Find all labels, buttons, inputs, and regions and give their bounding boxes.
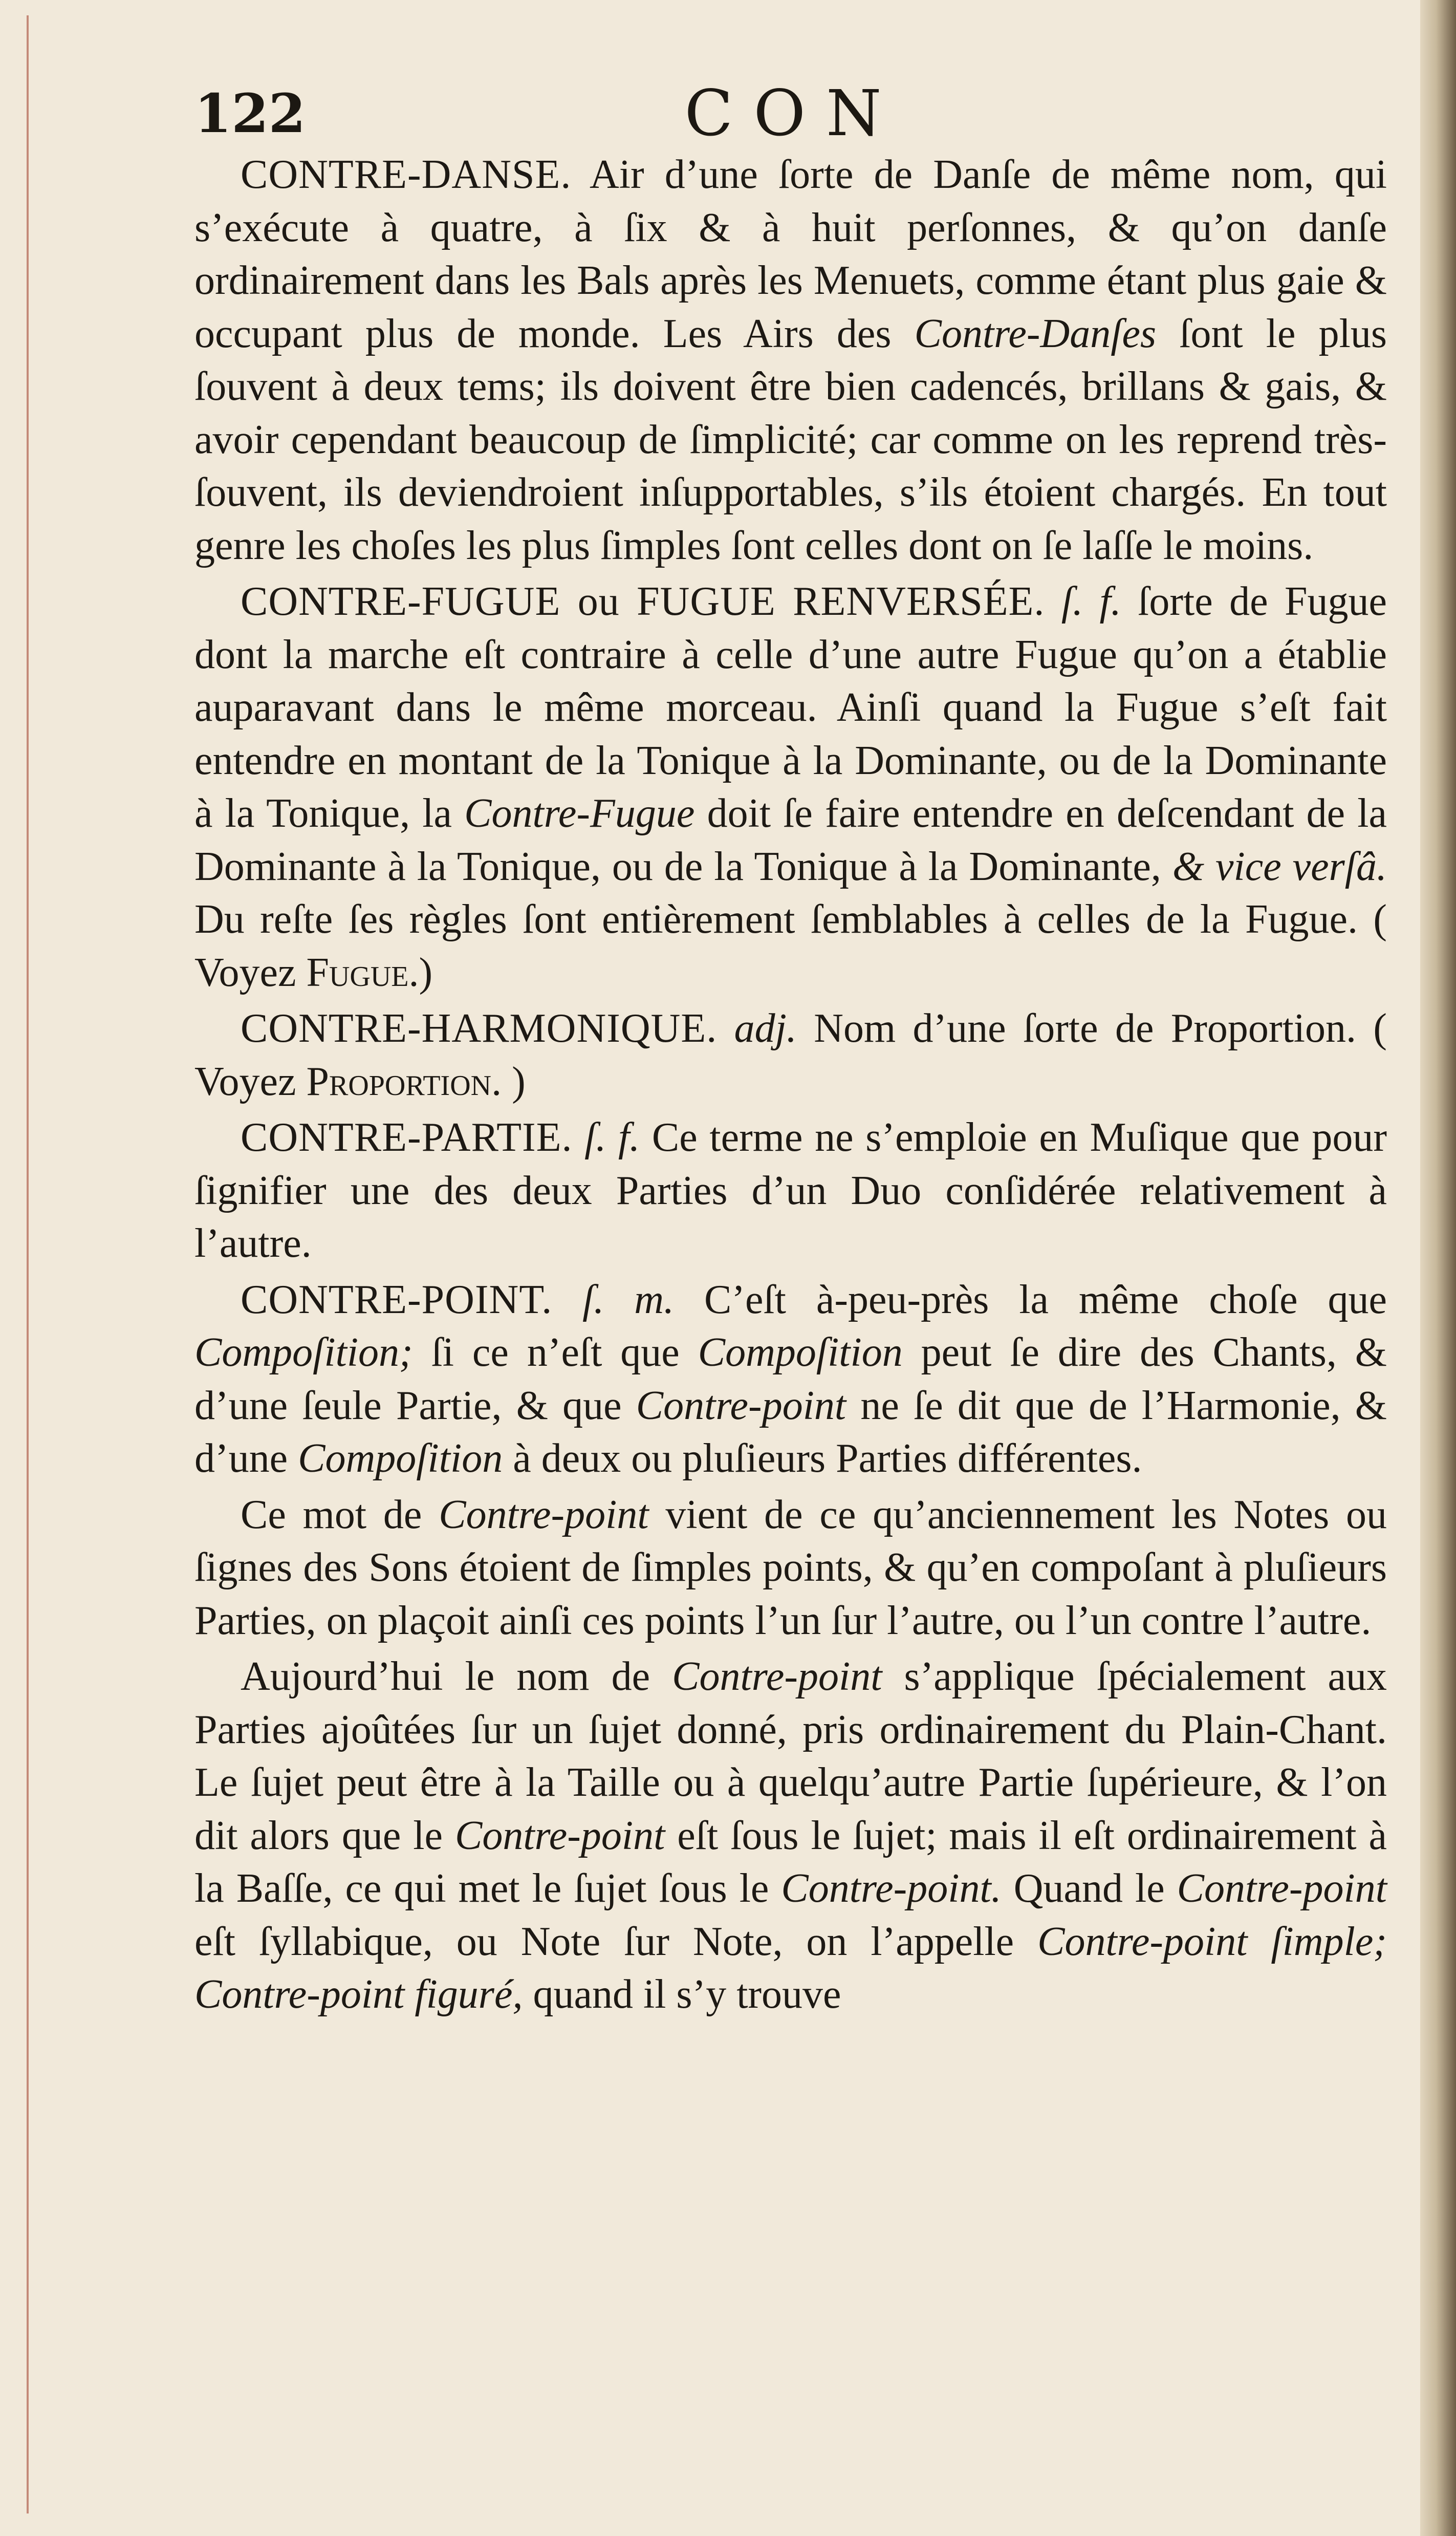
entry-text: eſt ſyllabique, ou Note ſur Note, on l’appelle <box>194 1919 1038 1964</box>
entry-text: Air d’une ſorte de Danſe de même nom, qui s’exécute à quatre, à ſix & à huit perſonnes, & qu’on danſe ordinairement dans les Bals après les Menuets, comme étant plus gaie & occupant plus de monde. Les Airs des <box>194 152 1387 356</box>
italic-text: Contre-point. <box>781 1866 1002 1911</box>
entry-text: ) <box>419 950 433 995</box>
entry-paragraph <box>194 1111 1387 1271</box>
entry-paragraph <box>194 575 1387 999</box>
italic-text: Contre-Danſes <box>914 311 1157 356</box>
page-number: 122 <box>194 82 306 145</box>
italic-text: Compoſition <box>298 1436 503 1481</box>
running-head: CON <box>684 77 902 151</box>
entry-paragraph <box>194 1650 1387 2022</box>
italic-text: Contre-Fugue <box>464 791 695 836</box>
entry-text: Nom d’une ſorte de Proportion. ( Voyez <box>194 1006 1387 1104</box>
italic-text: Compoſition <box>698 1330 903 1375</box>
small-caps-text: Fugue. <box>306 950 419 995</box>
entry-text: s’applique ſpécialement aux Parties ajoûtées ſur un ſujet donné, pris ordinairement du Plain-Chant. Le ſujet peut être à la Taille ou à quelqu’autre Partie ſupérieure, & l’on dit alors que le <box>194 1654 1387 1858</box>
italic-text: Contre-point <box>636 1383 846 1428</box>
entry-text: Ce mot de <box>241 1492 439 1537</box>
italic-text: Contre-point ſimple; <box>1037 1919 1387 1964</box>
italic-text: Contre-point <box>1177 1866 1387 1911</box>
entry-text: ſont le plus ſouvent à deux tems; ils doivent être bien cadencés, brillans & gais, & avoir cependant beaucoup de ſimplicité; car comme on les reprend très-ſouvent, ils deviendroient inſupportables, s’ils étoient chargés. En tout genre les choſes les plus ſimples ſont celles dont on ſe laſſe le moins. <box>194 311 1387 568</box>
entry-text: vient de ce qu’anciennement les Notes ou ſignes des Sons étoient de ſimples points, & qu’en compoſant à pluſieurs Parties, on plaçoit ainſi ces points l’un ſur l’autre, ou l’un contre l’autre. <box>194 1492 1387 1643</box>
page-edge <box>27 15 29 2513</box>
entry-text: doit ſe faire entendre en deſcendant de la Dominante à la Tonique, ou de la Tonique à la Dominante, <box>194 791 1387 889</box>
italic-text: ſ. f. <box>584 1115 640 1160</box>
entry-text: à deux ou pluſieurs Parties différentes. <box>503 1436 1142 1481</box>
entry-text <box>1045 579 1061 624</box>
entry-paragraph <box>194 148 1387 572</box>
entry-text: C’eſt à-peu-près la même choſe que <box>674 1277 1387 1322</box>
entry-text: peut ſe dire des Chants, & d’une ſeule Partie, & que <box>194 1330 1387 1428</box>
italic-text: Contre-point <box>672 1654 882 1699</box>
italic-text: & vice verſâ. <box>1172 844 1387 889</box>
entry-paragraph <box>194 1002 1387 1108</box>
italic-text: ſ. f. <box>1061 579 1121 624</box>
entry-text: ſi ce n’eſt que <box>412 1330 698 1375</box>
entry-text: Quand le <box>1001 1866 1177 1911</box>
book-spine <box>1420 0 1456 2536</box>
entry-text: ) <box>502 1059 526 1104</box>
entry-text: Aujourd’hui le nom de <box>241 1654 672 1699</box>
entry-text: ſorte de Fugue dont la marche eſt contraire à celle d’une autre Fugue qu’on a établie auparavant dans le même morceau. Ainſi quand la Fugue s’eſt fait entendre en montant de la Tonique à la Dominante, ou de la Dominante à la Tonique, la <box>194 579 1387 836</box>
text-body <box>194 148 1387 2391</box>
entry-headword: CONTRE-POINT. <box>241 1277 553 1322</box>
italic-text: Contre-point <box>439 1492 649 1537</box>
entry-headword: CONTRE-FUGUE ou FUGUE RENVERSÉE. <box>241 579 1045 624</box>
italic-text: Compoſition; <box>194 1330 413 1375</box>
entry-text <box>717 1006 734 1051</box>
entry-headword: CONTRE-PARTIE. <box>241 1115 573 1160</box>
entry-text <box>573 1115 585 1160</box>
entry-text: quand il s’y trouve <box>523 1972 841 2017</box>
italic-text: Contre-point figuré, <box>194 1972 523 2017</box>
entry-text: ne ſe dit que de l’Harmonie, & d’une <box>194 1383 1387 1481</box>
entry-text: eſt ſous le ſujet; mais il eſt ordinairement à la Baſſe, ce qui met le ſujet ſous le <box>194 1813 1387 1911</box>
small-caps-text: Proportion. <box>306 1059 502 1104</box>
entry-headword: CONTRE-DANSE. <box>241 152 572 197</box>
entry-text: Ce terme ne s’emploie en Muſique que pour ſignifier une des deux Parties d’un Duo conſidérée relativement à l’autre. <box>194 1115 1387 1266</box>
entry-text: Du reſte ſes règles ſont entièrement ſemblables à celles de la Fugue. ( Voyez <box>194 897 1387 995</box>
italic-text: adj. <box>734 1006 797 1051</box>
entry-text <box>552 1277 582 1322</box>
entry-paragraph <box>194 1274 1387 1486</box>
italic-text: Contre-point <box>454 1813 665 1858</box>
entry-headword: CONTRE-HARMONIQUE. <box>241 1006 718 1051</box>
entry-paragraph <box>194 1489 1387 1648</box>
italic-text: ſ. m. <box>582 1277 675 1322</box>
